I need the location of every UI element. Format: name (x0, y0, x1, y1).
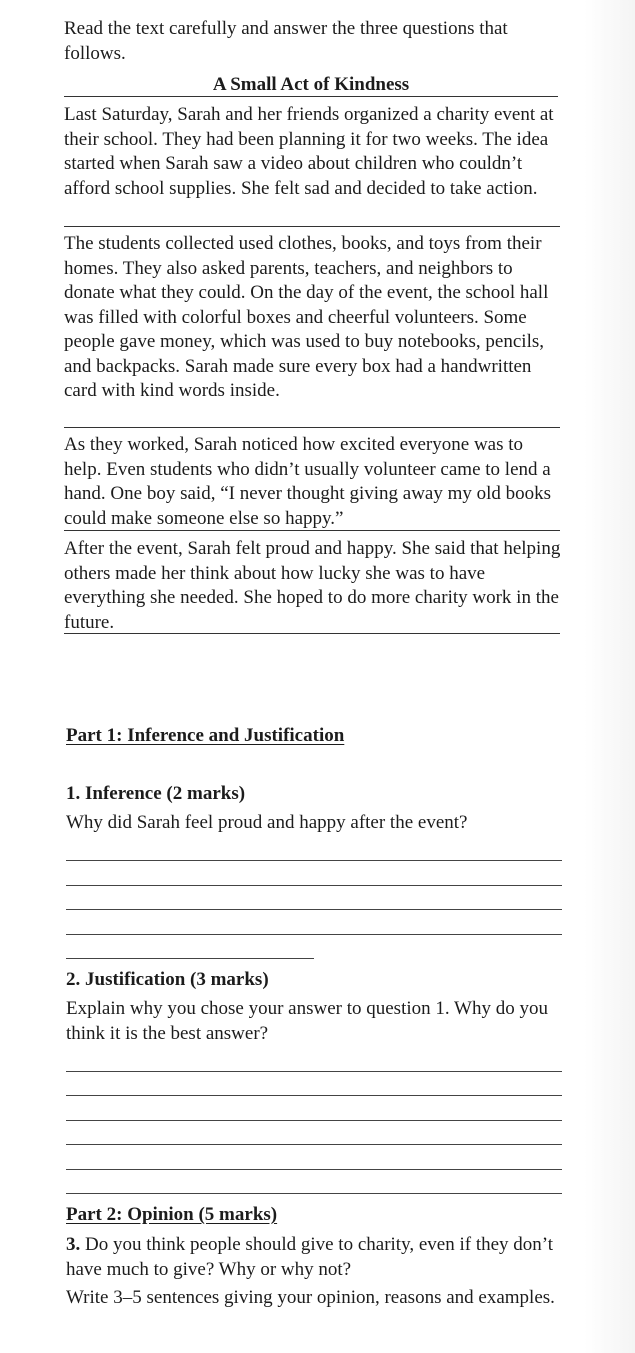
q1-answer-line[interactable] (66, 958, 314, 959)
paragraph-divider (64, 427, 560, 428)
q1-answer-line[interactable] (66, 934, 562, 935)
q2-heading: 2. Justification (3 marks) (66, 969, 269, 990)
paragraph-divider (64, 530, 560, 531)
q1-answer-line[interactable] (66, 885, 562, 886)
q3-instruction: Write 3–5 sentences giving your opinion, reasons and examples. (66, 1287, 555, 1308)
q3-prompt (66, 1232, 566, 1282)
q3-number: 3. (66, 1234, 81, 1255)
story-paragraph-3: As they worked, Sarah noticed how excited everyone was to help. Even students who didn’t usually volunteer came to lend a hand. One boy said, “I never thought giving away my old books could make someone else so happy.” (64, 434, 552, 529)
q2-prompt: Explain why you chose your answer to question 1. Why do you think it is the best answer? (66, 998, 548, 1044)
q2-answer-line[interactable] (66, 1144, 562, 1145)
q2-answer-line[interactable] (66, 1120, 562, 1121)
q2-answer-line[interactable] (66, 1169, 562, 1170)
q2-answer-line[interactable] (66, 1095, 562, 1096)
title-divider (64, 96, 558, 97)
q2-answer-line[interactable] (66, 1193, 562, 1194)
part2-heading: Part 2: Opinion (5 marks) (66, 1204, 278, 1225)
story-paragraph-4: After the event, Sarah felt proud and happy. She said that helping others made her think about how lucky she was to have everything she needed. She hoped to do more charity work in the future. (64, 538, 561, 633)
q1-answer-line[interactable] (66, 909, 562, 910)
story-paragraph-1: Last Saturday, Sarah and her friends organized a charity event at their school. They had been planning it for two weeks. The idea started when Sarah saw a video about children who couldn’t afford school supplies. She felt sad and decided to take action. (64, 104, 554, 199)
q3-prompt-text: Do you think people should give to charity, even if they don’t have much to give? Why or why not? (66, 1234, 554, 1280)
part1-heading: Part 1: Inference and Justification (66, 725, 345, 746)
story-title: A Small Act of Kindness (212, 74, 410, 95)
q1-prompt: Why did Sarah feel proud and happy after the event? (66, 812, 468, 833)
paragraph-divider (64, 633, 560, 634)
story-paragraph-2: The students collected used clothes, books, and toys from their homes. They also asked parents, teachers, and neighbors to donate what they could. On the day of the event, the school hall was filled with colorful boxes and cheerful volunteers. Some people gave money, which was used to buy notebooks, pencils, and backpacks. Sarah made sure every box had a handwritten card with kind words inside. (64, 233, 549, 401)
paragraph-divider (64, 226, 560, 227)
q1-heading: 1. Inference (2 marks) (66, 783, 246, 804)
q1-answer-line[interactable] (66, 860, 562, 861)
instructions-text: Read the text carefully and answer the three questions that follows. (64, 18, 508, 64)
q2-answer-line[interactable] (66, 1071, 562, 1072)
